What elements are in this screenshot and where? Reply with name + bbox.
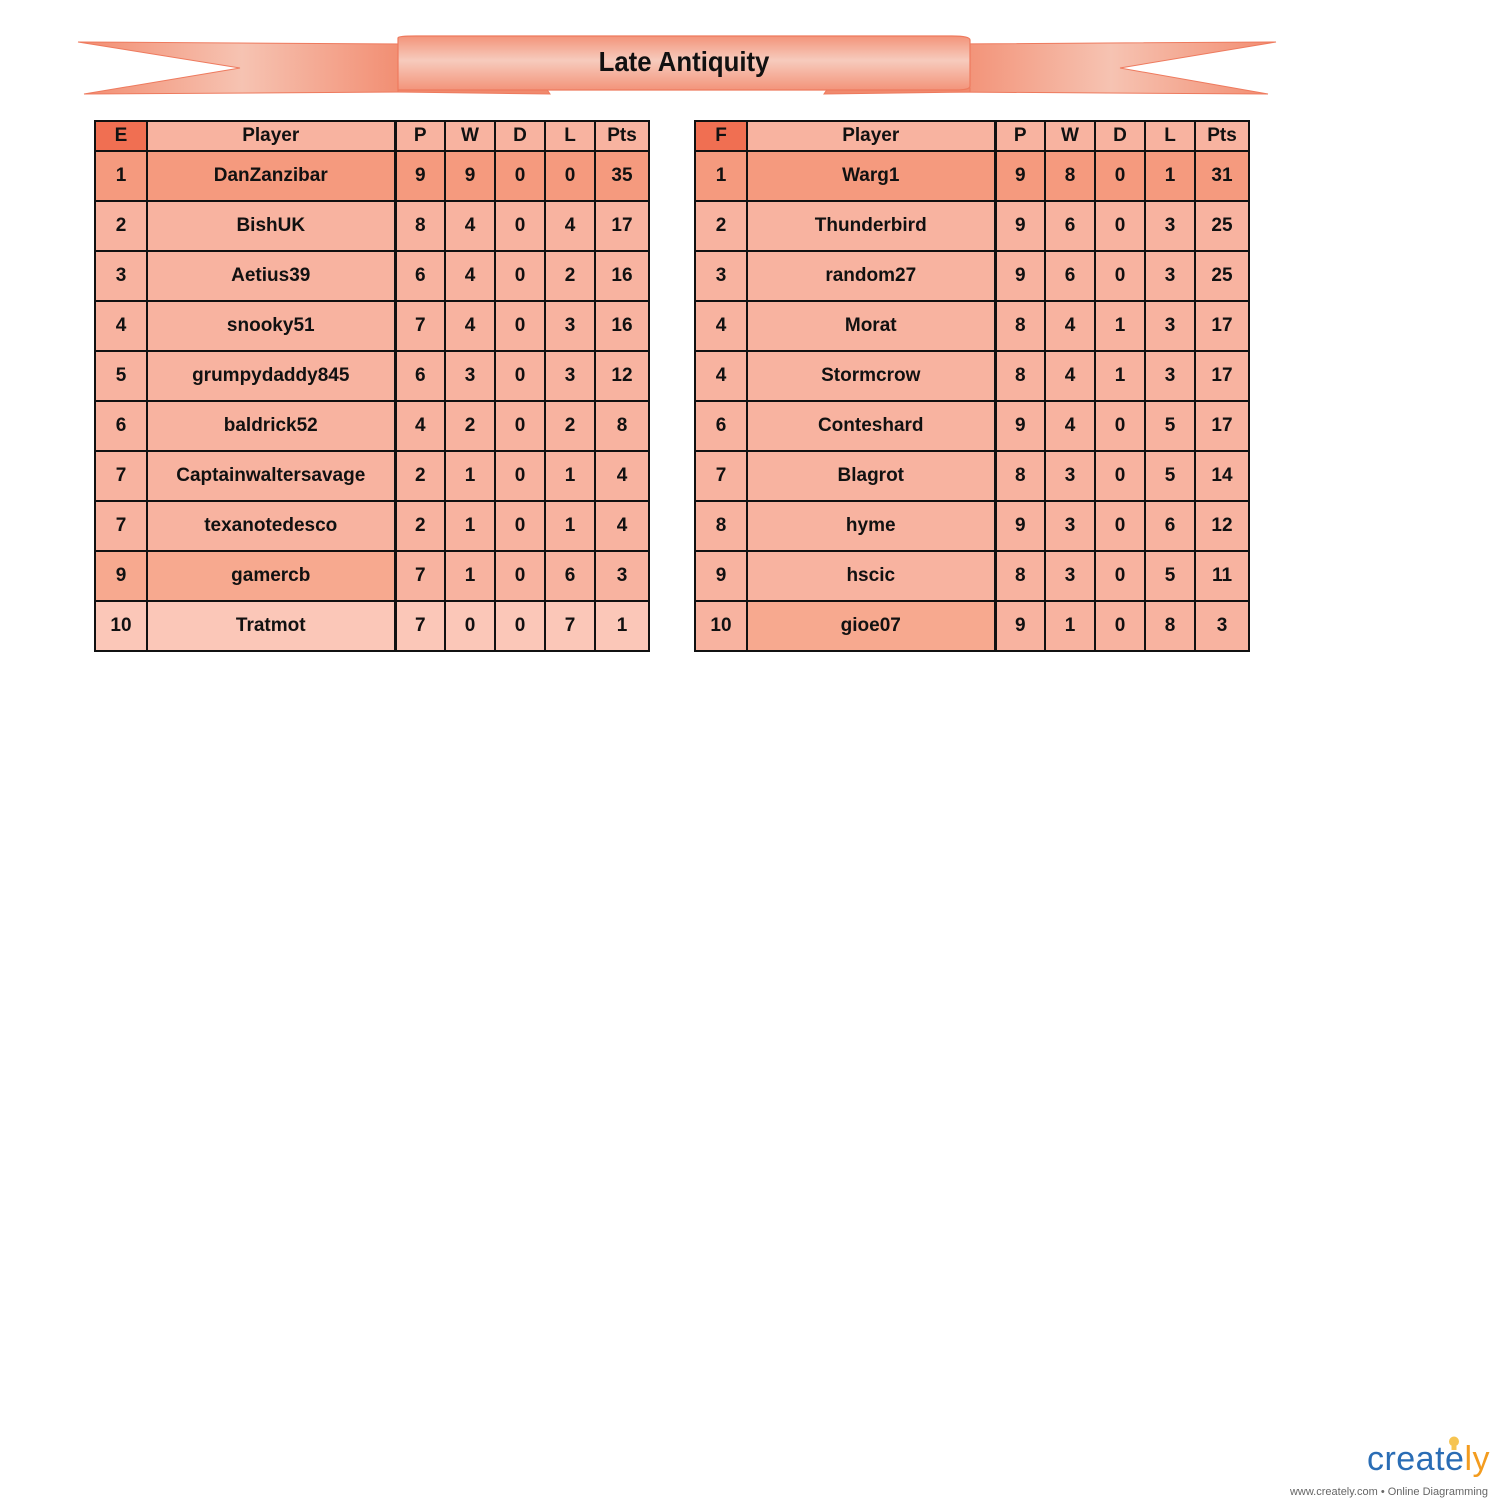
lost-cell: 2 — [545, 401, 595, 451]
drawn-cell: 0 — [495, 201, 545, 251]
points-cell: 11 — [1195, 551, 1249, 601]
played-cell: 4 — [395, 401, 445, 451]
player-cell: baldrick52 — [147, 401, 395, 451]
lost-cell: 3 — [545, 351, 595, 401]
played-cell: 2 — [395, 451, 445, 501]
won-cell: 8 — [1045, 151, 1095, 201]
creately-watermark — [1276, 1436, 1500, 1502]
column-header-points: Pts — [595, 121, 649, 151]
drawn-cell: 0 — [1095, 451, 1145, 501]
position-cell: 5 — [95, 351, 147, 401]
played-cell: 8 — [995, 451, 1045, 501]
played-cell: 9 — [995, 201, 1045, 251]
won-cell: 4 — [1045, 401, 1095, 451]
position-cell: 6 — [95, 401, 147, 451]
column-header-drawn: D — [1095, 121, 1145, 151]
player-cell: Aetius39 — [147, 251, 395, 301]
drawn-cell: 0 — [495, 251, 545, 301]
table-row — [95, 301, 649, 351]
lost-cell: 6 — [545, 551, 595, 601]
player-cell: Stormcrow — [747, 351, 995, 401]
won-cell: 6 — [1045, 201, 1095, 251]
player-cell: gioe07 — [747, 601, 995, 651]
position-cell: 9 — [695, 551, 747, 601]
lost-cell: 3 — [1145, 201, 1195, 251]
lost-cell: 4 — [545, 201, 595, 251]
player-cell: hyme — [747, 501, 995, 551]
drawn-cell: 0 — [1095, 201, 1145, 251]
played-cell: 6 — [395, 251, 445, 301]
column-header-won: W — [445, 121, 495, 151]
table-row — [95, 351, 649, 401]
points-cell: 12 — [595, 351, 649, 401]
column-header-played: P — [995, 121, 1045, 151]
lost-cell: 5 — [1145, 401, 1195, 451]
points-cell: 17 — [1195, 351, 1249, 401]
lost-cell: 3 — [1145, 351, 1195, 401]
table-header-row — [95, 121, 649, 151]
logo-main: create — [1366, 1440, 1465, 1478]
position-cell: 4 — [695, 301, 747, 351]
player-cell: DanZanzibar — [147, 151, 395, 201]
points-cell: 4 — [595, 451, 649, 501]
won-cell: 1 — [1045, 601, 1095, 651]
table-row — [695, 401, 1249, 451]
played-cell: 9 — [995, 151, 1045, 201]
creately-tagline: www.creately.com • Online Diagramming — [1289, 1486, 1488, 1498]
played-cell: 2 — [395, 501, 445, 551]
lost-cell: 6 — [1145, 501, 1195, 551]
player-cell: gamercb — [147, 551, 395, 601]
lost-cell: 1 — [1145, 151, 1195, 201]
lost-cell: 1 — [545, 501, 595, 551]
drawn-cell: 0 — [495, 551, 545, 601]
table-row — [95, 551, 649, 601]
won-cell: 4 — [1045, 351, 1095, 401]
player-cell: texanotedesco — [147, 501, 395, 551]
player-cell: Captainwaltersavage — [147, 451, 395, 501]
group-label: F — [695, 121, 747, 151]
points-cell: 14 — [1195, 451, 1249, 501]
position-cell: 7 — [95, 451, 147, 501]
lost-cell: 3 — [1145, 251, 1195, 301]
lost-cell: 1 — [545, 451, 595, 501]
points-cell: 35 — [595, 151, 649, 201]
lost-cell: 0 — [545, 151, 595, 201]
table-row — [95, 251, 649, 301]
league-table-e — [94, 120, 650, 652]
drawn-cell: 0 — [1095, 151, 1145, 201]
position-cell: 4 — [695, 351, 747, 401]
position-cell: 1 — [95, 151, 147, 201]
position-cell: 4 — [95, 301, 147, 351]
won-cell: 3 — [1045, 551, 1095, 601]
table-row — [695, 551, 1249, 601]
lost-cell: 3 — [545, 301, 595, 351]
table-row — [695, 301, 1249, 351]
creately-logo — [1367, 1440, 1490, 1479]
points-cell: 25 — [1195, 251, 1249, 301]
position-cell: 3 — [695, 251, 747, 301]
table-row — [695, 201, 1249, 251]
won-cell: 3 — [445, 351, 495, 401]
position-cell: 1 — [695, 151, 747, 201]
table-row — [95, 601, 649, 651]
table-row — [95, 201, 649, 251]
lost-cell: 8 — [1145, 601, 1195, 651]
points-cell: 3 — [1195, 601, 1249, 651]
player-cell: snooky51 — [147, 301, 395, 351]
played-cell: 9 — [995, 251, 1045, 301]
played-cell: 8 — [395, 201, 445, 251]
logo-tail: ly — [1464, 1440, 1490, 1478]
lost-cell: 5 — [1145, 451, 1195, 501]
played-cell: 7 — [395, 551, 445, 601]
points-cell: 31 — [1195, 151, 1249, 201]
points-cell: 12 — [1195, 501, 1249, 551]
player-cell: Thunderbird — [747, 201, 995, 251]
player-cell: grumpydaddy845 — [147, 351, 395, 401]
player-cell: hscic — [747, 551, 995, 601]
won-cell: 4 — [445, 251, 495, 301]
drawn-cell: 0 — [495, 301, 545, 351]
played-cell: 9 — [995, 501, 1045, 551]
played-cell: 8 — [995, 551, 1045, 601]
position-cell: 7 — [695, 451, 747, 501]
drawn-cell: 0 — [1095, 601, 1145, 651]
player-cell: Morat — [747, 301, 995, 351]
points-cell: 4 — [595, 501, 649, 551]
lost-cell: 3 — [1145, 301, 1195, 351]
league-table-f — [694, 120, 1250, 652]
won-cell: 3 — [1045, 501, 1095, 551]
drawn-cell: 0 — [495, 351, 545, 401]
column-header-points: Pts — [1195, 121, 1249, 151]
drawn-cell: 0 — [495, 151, 545, 201]
played-cell: 8 — [995, 351, 1045, 401]
player-cell: Tratmot — [147, 601, 395, 651]
banner-title: Late Antiquity — [598, 46, 770, 77]
position-cell: 10 — [695, 601, 747, 651]
drawn-cell: 0 — [1095, 501, 1145, 551]
points-cell: 16 — [595, 301, 649, 351]
player-cell: BishUK — [147, 201, 395, 251]
column-header-played: P — [395, 121, 445, 151]
table-row — [95, 451, 649, 501]
drawn-cell: 0 — [1095, 551, 1145, 601]
position-cell: 10 — [95, 601, 147, 651]
drawn-cell: 1 — [1095, 301, 1145, 351]
points-cell: 3 — [595, 551, 649, 601]
table-row — [695, 251, 1249, 301]
won-cell: 6 — [1045, 251, 1095, 301]
group-label: E — [95, 121, 147, 151]
table-header-row — [695, 121, 1249, 151]
won-cell: 3 — [1045, 451, 1095, 501]
column-header-lost: L — [545, 121, 595, 151]
table-row — [695, 501, 1249, 551]
position-cell: 6 — [695, 401, 747, 451]
table-row — [95, 501, 649, 551]
played-cell: 9 — [395, 151, 445, 201]
drawn-cell: 0 — [495, 451, 545, 501]
table-row — [695, 151, 1249, 201]
played-cell: 6 — [395, 351, 445, 401]
position-cell: 7 — [95, 501, 147, 551]
points-cell: 1 — [595, 601, 649, 651]
points-cell: 25 — [1195, 201, 1249, 251]
lost-cell: 7 — [545, 601, 595, 651]
won-cell: 0 — [445, 601, 495, 651]
table-row — [695, 351, 1249, 401]
won-cell: 1 — [445, 451, 495, 501]
won-cell: 9 — [445, 151, 495, 201]
points-cell: 17 — [595, 201, 649, 251]
column-header-drawn: D — [495, 121, 545, 151]
title-banner — [76, 32, 1278, 98]
column-header-won: W — [1045, 121, 1095, 151]
drawn-cell: 0 — [495, 401, 545, 451]
played-cell: 9 — [995, 401, 1045, 451]
position-cell: 8 — [695, 501, 747, 551]
drawn-cell: 0 — [495, 501, 545, 551]
column-header-player: Player — [747, 121, 995, 151]
table-row — [95, 401, 649, 451]
table-row — [95, 151, 649, 201]
played-cell: 7 — [395, 301, 445, 351]
won-cell: 4 — [1045, 301, 1095, 351]
points-cell: 8 — [595, 401, 649, 451]
position-cell: 9 — [95, 551, 147, 601]
player-cell: Warg1 — [747, 151, 995, 201]
won-cell: 1 — [445, 501, 495, 551]
points-cell: 16 — [595, 251, 649, 301]
drawn-cell: 0 — [495, 601, 545, 651]
won-cell: 2 — [445, 401, 495, 451]
lost-cell: 5 — [1145, 551, 1195, 601]
column-header-player: Player — [147, 121, 395, 151]
table-row — [695, 601, 1249, 651]
position-cell: 3 — [95, 251, 147, 301]
drawn-cell: 0 — [1095, 401, 1145, 451]
column-header-lost: L — [1145, 121, 1195, 151]
won-cell: 4 — [445, 301, 495, 351]
table-row — [695, 451, 1249, 501]
drawn-cell: 0 — [1095, 251, 1145, 301]
player-cell: Blagrot — [747, 451, 995, 501]
lost-cell: 2 — [545, 251, 595, 301]
player-cell: random27 — [747, 251, 995, 301]
position-cell: 2 — [695, 201, 747, 251]
player-cell: Conteshard — [747, 401, 995, 451]
played-cell: 7 — [395, 601, 445, 651]
played-cell: 8 — [995, 301, 1045, 351]
position-cell: 2 — [95, 201, 147, 251]
points-cell: 17 — [1195, 301, 1249, 351]
won-cell: 1 — [445, 551, 495, 601]
drawn-cell: 1 — [1095, 351, 1145, 401]
played-cell: 9 — [995, 601, 1045, 651]
won-cell: 4 — [445, 201, 495, 251]
points-cell: 17 — [1195, 401, 1249, 451]
